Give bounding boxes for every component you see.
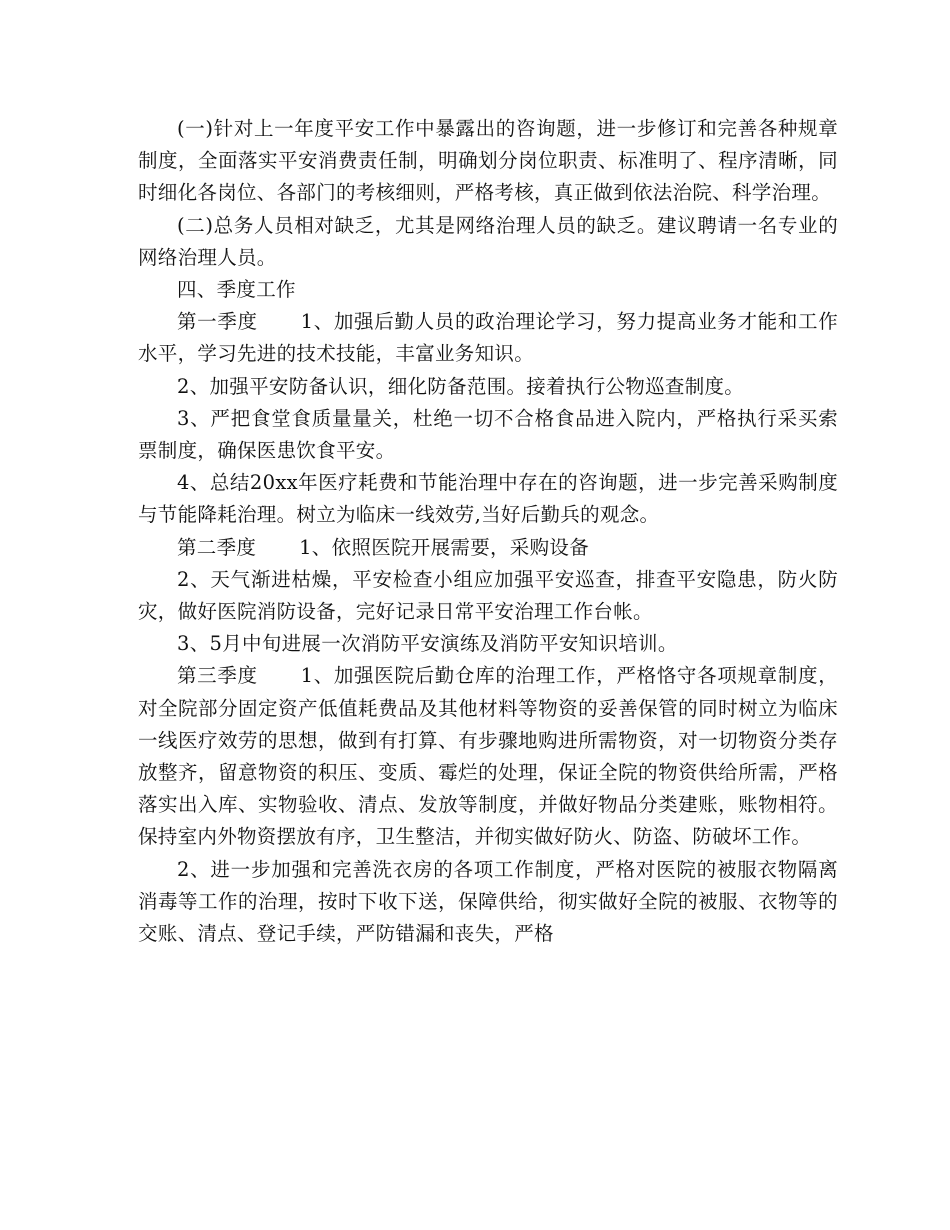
paragraph-q1-item-3 (138, 403, 838, 467)
paragraph-text: 1、加强医院后勤仓库的治理工作，严格恪守各项规章制度，对全院部分固定资产低值耗费品及其他材料等物资的妥善保管的同时树立为临床一线医疗效劳的思想，做到有打算、有步骤地购进所需物资，对一切物资分类存放整齐，留意物资的积压、变质、霉烂的处理，保证全院的物资供给所需，严格落实出入库、实物验收、清点、发放等制度，并做好物品分类建账，账物相符。保持室内外物资摆放有序，卫生整洁，并彻实做好防火、防盗、防破坏工作。 (138, 664, 838, 849)
paragraph-q1-item-1 (138, 306, 838, 370)
quarter-label: 第二季度 (177, 535, 257, 559)
paragraph-text: 4、总结20xx年医疗耗费和节能治理中存在的咨询题，进一步完善采购制度与节能降耗治理。树立为临床一线效劳,当好后勤兵的观念。 (138, 471, 838, 527)
paragraph-text: 2、加强平安防备认识，细化防备范围。接着执行公物巡查制度。 (177, 374, 745, 398)
section-heading (138, 274, 838, 306)
paragraph-q1-item-4 (138, 467, 838, 531)
paragraph-2 (138, 210, 838, 274)
paragraph-text: (一)针对上一年度平安工作中暴露出的咨询题，进一步修订和完善各种规章制度，全面落实平安消费责任制，明确划分岗位职责、标准明了、程序清晰，同时细化各岗位、各部门的考核细则，严格考核，真正做到依法治院、科学治理。 (138, 117, 838, 205)
paragraph-q3-item-2 (138, 854, 838, 951)
paragraph-text: (二)总务人员相对缺乏，尤其是网络治理人员的缺乏。建议聘请一名专业的网络治理人员。 (138, 213, 838, 269)
quarter-label: 第一季度 (177, 310, 258, 334)
paragraph-text: 2、进一步加强和完善洗衣房的各项工作制度，严格对医院的被服衣物隔离消毒等工作的治理，按时下收下送，保障供给，彻实做好全院的被服、衣物等的交账、清点、登记手续，严防错漏和丧失，严格 (138, 857, 838, 946)
paragraph-1 (138, 113, 838, 210)
heading-text: 四、季度工作 (177, 278, 296, 302)
paragraph-q2-item-3 (138, 628, 838, 660)
paragraph-q2-item-2 (138, 564, 838, 628)
paragraph-text: 3、5月中旬进展一次消防平安演练及消防平安知识培训。 (177, 632, 678, 656)
paragraph-q3-item-1 (138, 660, 838, 853)
paragraph-text: 1、依照医院开展需要，采购设备 (299, 535, 590, 559)
paragraph-q1-item-2 (138, 371, 838, 403)
paragraph-text: 2、天气渐进枯燥，平安检查小组应加强平安巡查，排查平安隐患，防火防灾，做好医院消防设备，完好记录日常平安治理工作台帐。 (138, 567, 838, 624)
paragraph-q2-item-1 (138, 532, 838, 564)
paragraph-text: 1、加强后勤人员的政治理论学习，努力提高业务才能和工作水平，学习先进的技术技能，丰富业务知识。 (138, 310, 838, 366)
quarter-label: 第三季度 (177, 664, 258, 688)
document-body (138, 113, 838, 950)
paragraph-text: 3、严把食堂食质量量关，杜绝一切不合格食品进入院内，严格执行采买索票制度，确保医患饮食平安。 (138, 406, 838, 463)
